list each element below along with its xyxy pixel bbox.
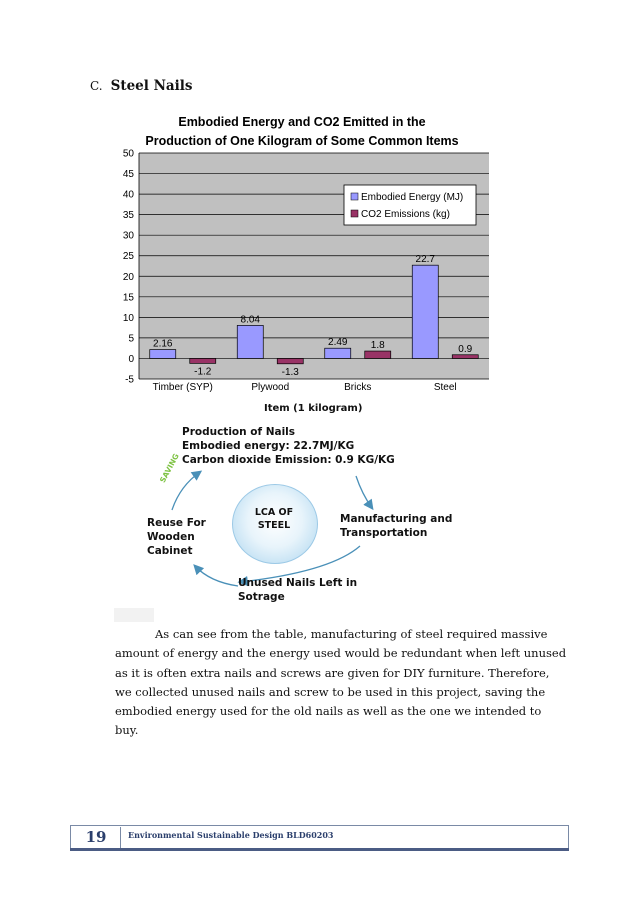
y-tick-label: 30	[122, 230, 134, 242]
chart-title-line: Embodied Energy and CO2 Emitted in the	[178, 115, 426, 129]
lca-line-1: LCA OF	[254, 507, 294, 518]
production-co2: Carbon dioxide Emission: 0.9 KG/KG	[182, 454, 395, 466]
x-tick-label: Timber (SYP)	[152, 382, 213, 393]
manufacturing-line-1: Manufacturing and	[340, 513, 453, 525]
chart-x-axis-label: Item (1 kilogram)	[264, 403, 363, 414]
data-label: -1.2	[194, 366, 212, 378]
unused-step	[238, 576, 357, 604]
lca-line-2: STEEL	[257, 520, 291, 531]
x-tick-label: Bricks	[344, 382, 372, 393]
y-tick-label: 10	[122, 312, 134, 324]
y-tick-label: 35	[122, 210, 134, 222]
legend-label: Embodied Energy (MJ)	[361, 192, 464, 203]
reuse-step	[147, 516, 206, 558]
y-tick-label: 20	[122, 271, 134, 283]
data-label: 1.8	[370, 340, 385, 352]
legend-label: CO2 Emissions (kg)	[361, 209, 450, 220]
footer-bar	[70, 848, 569, 851]
arrow-to-manufacturing	[356, 476, 372, 508]
reuse-line-1: Reuse For	[147, 517, 206, 529]
y-tick-label: 0	[128, 353, 134, 365]
manufacturing-line-2: Transportation	[340, 527, 428, 539]
unused-line-2: Sotrage	[238, 591, 285, 603]
lca-label	[246, 506, 302, 532]
section-letter: C.	[90, 79, 103, 93]
section-title: Steel Nails	[110, 78, 193, 94]
y-tick-label: 15	[122, 292, 134, 304]
arrow-to-production	[172, 472, 200, 510]
data-label: -1.3	[281, 366, 299, 378]
data-label: 2.49	[328, 337, 348, 349]
gray-block	[114, 608, 154, 622]
saving-label: SAVING	[158, 451, 181, 485]
x-tick-label: Steel	[433, 382, 457, 393]
y-tick-label: 50	[122, 148, 134, 160]
production-title: Production of Nails	[182, 426, 296, 438]
data-label: 8.04	[240, 314, 260, 326]
body-paragraph: As can see from the table, manufacturing of steel required massive amount of energy and the energy used would be redundant when left unused as it is often extra nails and screws are given for DIY furniture. Therefore, we collected unused nails and screw to be used in this project, saving the embodied energy used for the old nails as well as the one we intended to buy.	[115, 627, 567, 738]
y-tick-label: 40	[122, 189, 134, 201]
unused-line-1: Unused Nails Left in	[238, 577, 358, 589]
footer-text: Environmental Sustainable Design BLD60203	[128, 830, 334, 840]
y-tick-label: 45	[122, 169, 134, 181]
chart-title-line: Production of One Kilogram of Some Common Items	[145, 134, 459, 148]
manufacturing-step	[340, 512, 452, 540]
reuse-line-2: Wooden	[147, 531, 195, 543]
production-info	[182, 425, 395, 467]
arrow-to-reuse	[195, 566, 238, 586]
production-energy: Embodied energy: 22.7MJ/KG	[182, 440, 355, 452]
y-tick-label: 25	[122, 251, 134, 263]
data-label: 0.9	[458, 343, 473, 355]
data-label: 22.7	[415, 254, 435, 266]
y-tick-label: -5	[125, 374, 134, 386]
reuse-line-3: Cabinet	[147, 545, 193, 557]
y-tick-label: 5	[128, 333, 134, 345]
data-label: 2.16	[153, 338, 173, 350]
x-tick-label: Plywood	[251, 382, 290, 393]
page-number: 19	[72, 827, 121, 848]
